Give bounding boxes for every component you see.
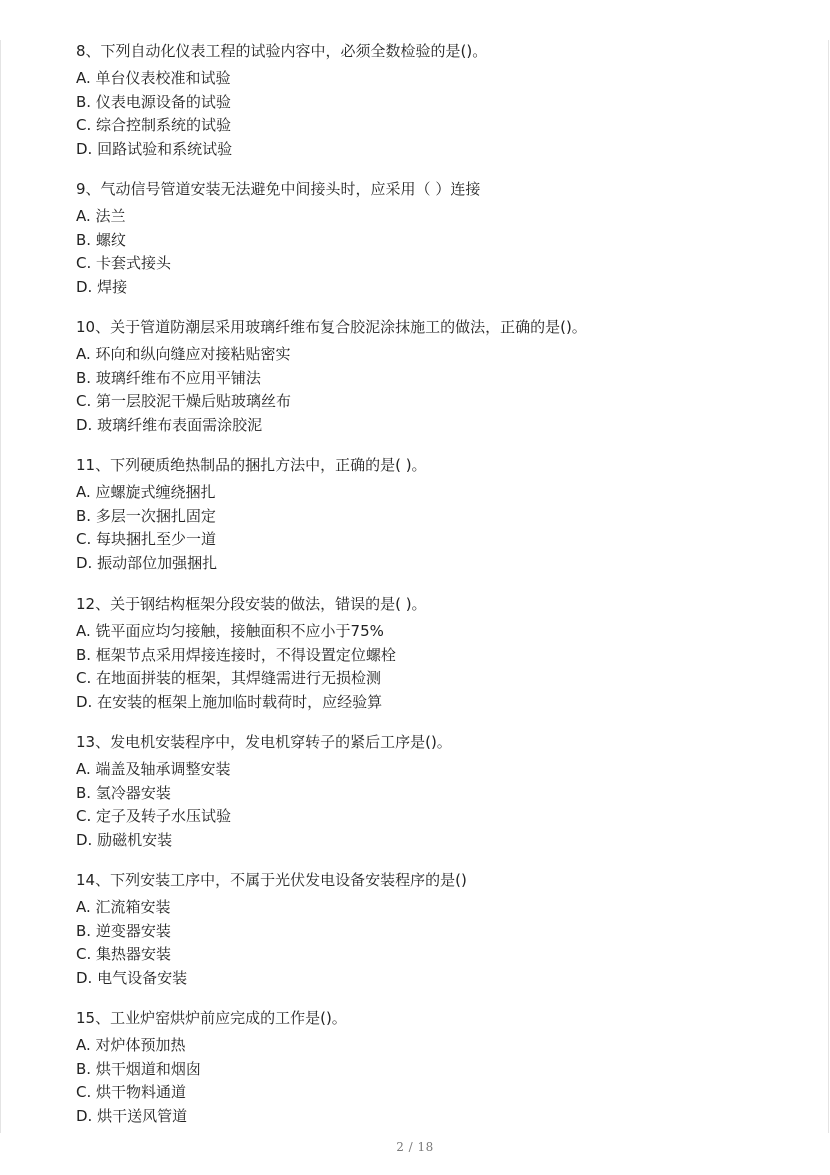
question-options [76, 481, 816, 575]
question-15 [76, 1008, 816, 1128]
option-d: D. 在安装的框架上施加临时载荷时，应经验算 [76, 692, 383, 711]
option-b: B. 玻璃纤维布不应用平铺法 [76, 368, 261, 387]
question-options [76, 67, 816, 161]
question-8 [76, 41, 816, 161]
question-options [76, 1034, 816, 1128]
option-d: D. 焊接 [76, 277, 128, 296]
page-number: 2 / 18 [396, 1140, 434, 1154]
question-options [76, 896, 816, 990]
question-title: 8、下列自动化仪表工程的试验内容中，必须全数检验的是()。 [76, 42, 488, 60]
option-a: A. 法兰 [76, 207, 126, 225]
option-d: D. 振动部位加强捆扎 [76, 553, 218, 572]
question-11 [76, 455, 816, 575]
option-c: C. 烘干物料通道 [76, 1083, 187, 1101]
option-d: D. 回路试验和系统试验 [76, 139, 233, 158]
question-9 [76, 179, 816, 299]
question-13 [76, 732, 816, 852]
question-title: 9、气动信号管道安装无法避免中间接头时，应采用（ ）连接 [76, 180, 481, 198]
option-c: C. 综合控制系统的试验 [76, 116, 232, 134]
question-options [76, 758, 816, 852]
option-b: B. 多层一次捆扎固定 [76, 506, 216, 525]
option-b: B. 氢冷器安装 [76, 783, 171, 802]
option-c: C. 集热器安装 [76, 945, 172, 963]
option-c: C. 定子及转子水压试验 [76, 807, 232, 825]
option-b: B. 逆变器安装 [76, 921, 171, 940]
option-a: A. 对炉体预加热 [76, 1036, 186, 1054]
option-a: A. 环向和纵向缝应对接粘贴密实 [76, 345, 291, 363]
question-title: 11、下列硬质绝热制品的捆扎方法中，正确的是( )。 [76, 456, 427, 474]
document-page [0, 40, 829, 1133]
question-10 [76, 317, 816, 437]
question-title: 13、发电机安装程序中，发电机穿转子的紧后工序是()。 [76, 733, 452, 751]
option-c: C. 在地面拼装的框架，其焊缝需进行无损检测 [76, 669, 382, 687]
question-title: 12、关于钢结构框架分段安装的做法，错误的是( )。 [76, 595, 427, 613]
option-a: A. 单台仪表校准和试验 [76, 69, 231, 87]
option-a: A. 铣平面应均匀接触，接触面积不应小于75% [76, 622, 384, 640]
option-a: A. 汇流箱安装 [76, 898, 171, 916]
option-c: C. 第一层胶泥干燥后贴玻璃丝布 [76, 392, 292, 410]
option-b: B. 烘干烟道和烟囱 [76, 1059, 201, 1078]
option-d: D. 玻璃纤维布表面需涂胶泥 [76, 415, 263, 434]
question-title: 10、关于管道防潮层采用玻璃纤维布复合胶泥涂抹施工的做法，正确的是()。 [76, 318, 587, 336]
option-c: C. 每块捆扎至少一道 [76, 530, 217, 548]
option-d: D. 烘干送风管道 [76, 1106, 188, 1125]
option-b: B. 螺纹 [76, 230, 126, 249]
option-a: A. 应螺旋式缠绕捆扎 [76, 483, 216, 501]
question-14 [76, 870, 816, 990]
question-options [76, 620, 816, 714]
question-options [76, 205, 816, 299]
option-d: D. 励磁机安装 [76, 830, 173, 849]
question-title: 14、下列安装工序中，不属于光伏发电设备安装程序的是() [76, 871, 467, 889]
option-b: B. 仪表电源设备的试验 [76, 92, 231, 111]
question-12 [76, 594, 816, 714]
question-options [76, 343, 816, 437]
question-title: 15、工业炉窑烘炉前应完成的工作是()。 [76, 1009, 347, 1027]
option-d: D. 电气设备安装 [76, 968, 188, 987]
option-b: B. 框架节点采用焊接连接时，不得设置定位螺栓 [76, 645, 396, 664]
option-c: C. 卡套式接头 [76, 254, 172, 272]
option-a: A. 端盖及轴承调整安装 [76, 760, 231, 778]
